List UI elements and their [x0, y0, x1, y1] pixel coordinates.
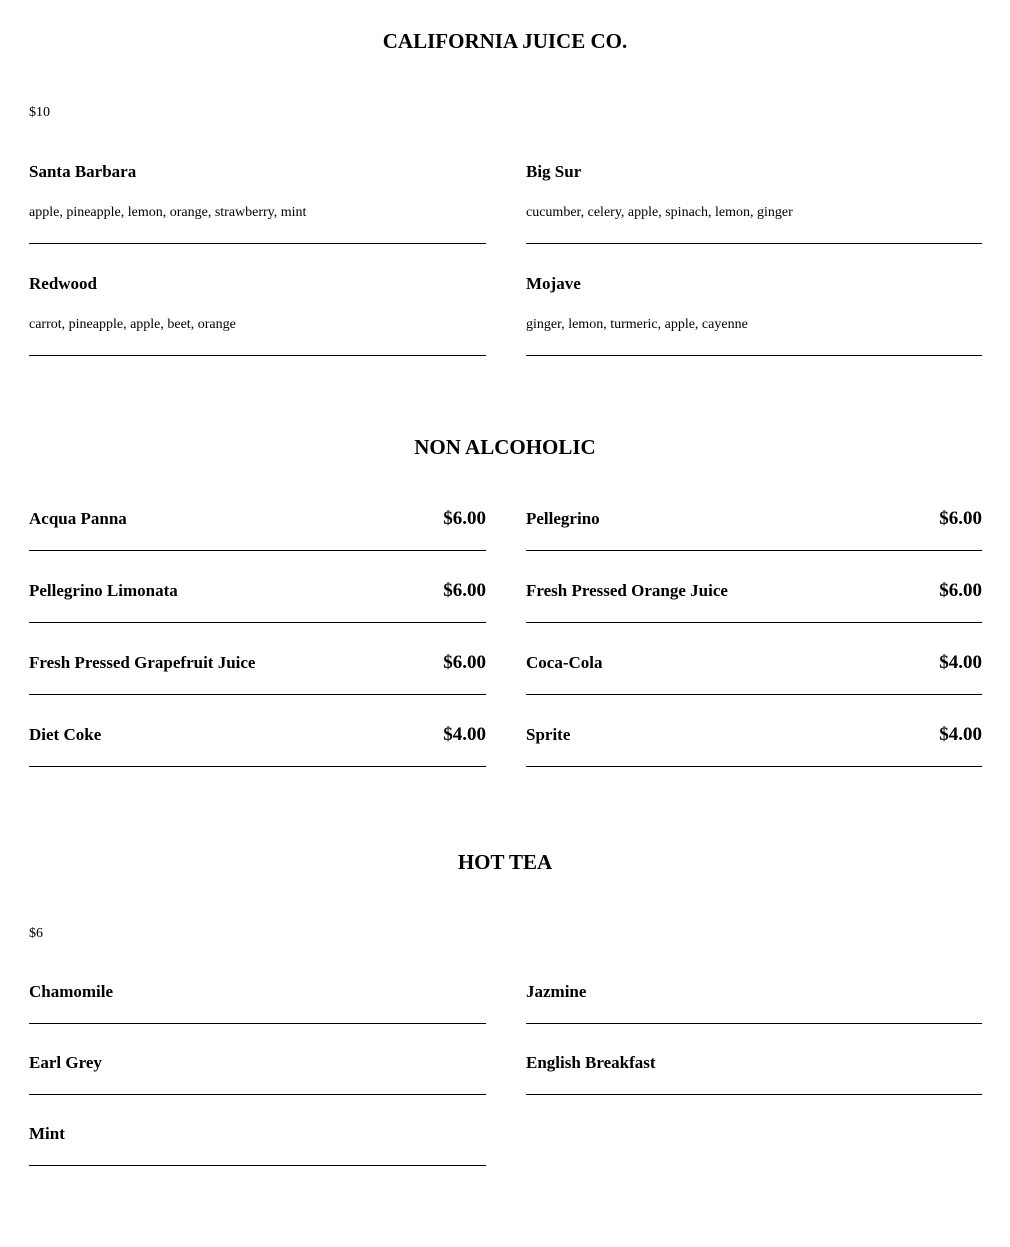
hot-tea-price-note: $6 [29, 926, 43, 941]
item-name: Redwood [29, 274, 98, 293]
menu-item [526, 160, 982, 244]
menu-item [526, 272, 982, 356]
menu-item [29, 1051, 486, 1095]
menu-item [29, 980, 486, 1024]
item-name: Earl Grey [29, 1053, 102, 1072]
item-price: $4.00 [939, 724, 982, 745]
item-price: $6.00 [939, 580, 982, 601]
item-price: $4.00 [443, 724, 486, 745]
item-name: Pellegrino [526, 509, 600, 528]
menu-item [526, 716, 982, 767]
item-name: Coca-Cola [526, 653, 603, 672]
item-name: Fresh Pressed Grapefruit Juice [29, 653, 256, 672]
menu-item [29, 716, 486, 767]
item-name: Diet Coke [29, 725, 102, 744]
item-name: Chamomile [29, 982, 114, 1001]
item-name: Fresh Pressed Orange Juice [526, 581, 728, 600]
menu-item [526, 644, 982, 695]
item-name: Pellegrino Limonata [29, 581, 178, 600]
item-name: Mint [29, 1124, 65, 1143]
item-price: $6.00 [443, 508, 486, 529]
item-name: Santa Barbara [29, 162, 137, 181]
item-price: $4.00 [939, 652, 982, 673]
menu-item [526, 1051, 982, 1095]
juice-price-note: $10 [29, 105, 50, 120]
menu-item [29, 160, 486, 244]
item-description: ginger, lemon, turmeric, apple, cayenne [526, 317, 748, 332]
menu-item [29, 644, 486, 695]
item-price: $6.00 [443, 652, 486, 673]
juice-section-title: CALIFORNIA JUICE CO. [382, 29, 628, 53]
item-description: cucumber, celery, apple, spinach, lemon, ginger [526, 205, 793, 220]
menu-item [526, 500, 982, 551]
menu-item [29, 500, 486, 551]
item-name: Sprite [526, 725, 571, 744]
item-description: apple, pineapple, lemon, orange, strawberry, mint [29, 205, 307, 220]
item-description: carrot, pineapple, apple, beet, orange [29, 317, 236, 332]
item-name: English Breakfast [526, 1053, 656, 1072]
menu-item [29, 1122, 486, 1166]
non-alcoholic-section-title: NON ALCOHOLIC [414, 435, 596, 459]
item-price: $6.00 [443, 580, 486, 601]
item-name: Jazmine [526, 982, 587, 1001]
menu-item [29, 272, 486, 356]
item-price: $6.00 [939, 508, 982, 529]
hot-tea-section-title: HOT TEA [457, 850, 553, 874]
menu-item [526, 980, 982, 1024]
item-name: Big Sur [526, 162, 582, 181]
menu-item [29, 572, 486, 623]
menu-item [526, 572, 982, 623]
item-name: Mojave [526, 274, 581, 293]
item-name: Acqua Panna [29, 509, 127, 528]
